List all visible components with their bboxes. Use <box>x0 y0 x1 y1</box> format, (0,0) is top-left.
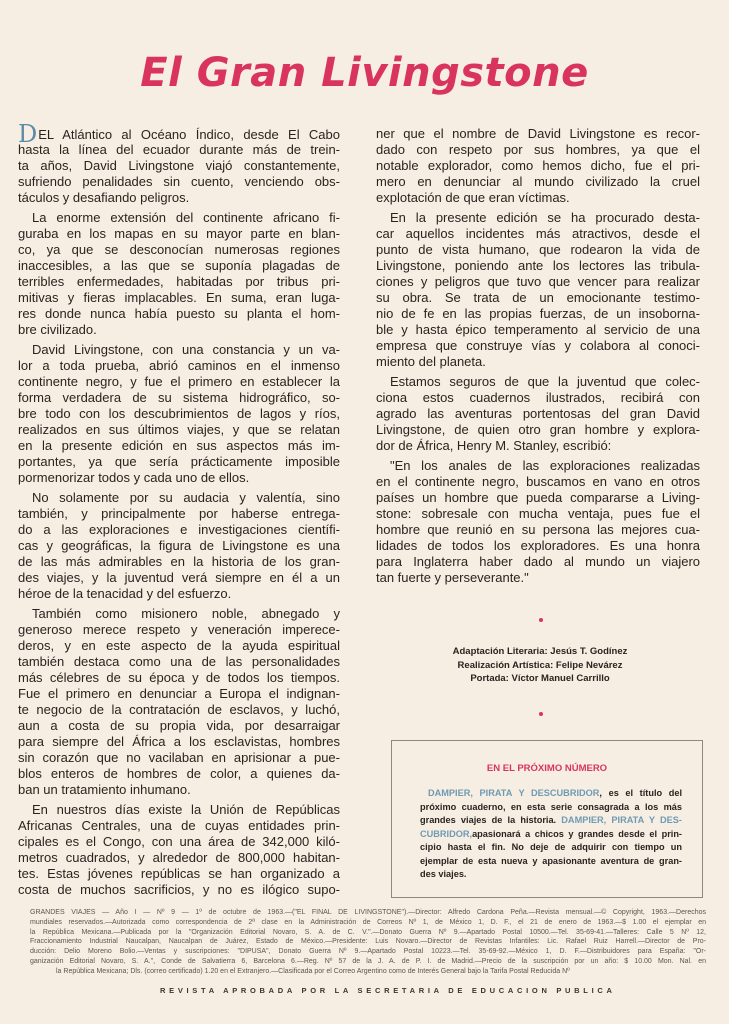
text-line: dado con respeto por sus hombres, ya que el <box>376 142 700 157</box>
paragraph <box>18 210 340 338</box>
text-line: do a las exploraciones e investigaciones científi- <box>18 522 340 537</box>
text-line: lidades de todos los exploradores. Es una honra <box>376 538 700 553</box>
text-segment: ejemplar de esta nueva y apasionante aventura de gran- <box>420 855 682 866</box>
imprint-line: ducción: Delio Moreno Bolio.—Ventas y suscripciones: "DIPUSA", Donato Guerra Nº 9.—Apartado Postal 10223.—Tel. 35-69-92.—México 1, D. F.—Distribuidores para España: "Or- <box>30 948 706 956</box>
text-line: ciones y peligros que tuvo que vencer para realizar <box>376 274 700 289</box>
text-line: forma verdadera de su sistema hidrográfico, so- <box>18 390 340 405</box>
text-line: miento del planeta. <box>376 354 486 369</box>
text-line: sin corazón que no vacilaban en aprisionar a pue- <box>18 750 340 765</box>
text-line: tan fuerte y perseverante." <box>376 570 529 585</box>
text-line: guraba en los mapas en su mayor parte en blan- <box>18 226 340 241</box>
text-line: lor a toda prueba, abrió caminos en el inmenso <box>18 358 340 373</box>
text-line: des viajes, y la juventud verá siempre en él a un <box>18 570 340 585</box>
text-line: También como misionero noble, abnegado y <box>32 606 340 621</box>
text-line: agrado las aventuras portentosas del gran David <box>376 406 700 421</box>
credit-adaptation: Adaptación Literaria: Jesús T. Godínez <box>452 646 628 657</box>
next-title-highlight: CUBRIDOR, <box>420 828 473 839</box>
text-line: inaccesibles, a las que se suponía plagadas de <box>18 258 340 273</box>
text-line: notable explorador, como hemos dicho, fue el pri- <box>376 158 700 173</box>
text-line: pormenorizar todos y cada uno de ellos. <box>18 470 250 485</box>
text-line: ner que el nombre de David Livingstone es recor- <box>376 126 700 141</box>
text-line: metros cuadrados, y alrededor de 800,000 habitan- <box>18 850 340 865</box>
text-segment: apasionará a chicos y grandes desde el prin- <box>472 828 682 839</box>
text-line: punto de vista humano, que rodearon la vida de <box>376 242 700 257</box>
credits <box>420 645 660 686</box>
text-line: su obra. Se trata de un emocionante testimo- <box>376 290 700 305</box>
next-issue-line <box>420 787 682 801</box>
next-issue-text <box>420 787 682 882</box>
next-issue-line <box>420 855 682 869</box>
next-issue-line <box>420 828 682 842</box>
text-line: ta años, David Livingstone viajó constantemente, <box>18 158 340 173</box>
text-line: también destaca como una de las personalidades <box>18 654 340 669</box>
next-issue-line <box>420 841 682 855</box>
text-line: más célebres de su época y de todos los tiempos. <box>18 670 340 685</box>
next-title-highlight: DAMPIER, PIRATA Y DESCUBRIDOR <box>428 788 600 798</box>
text-line: La enorme extensión del continente africano fi- <box>32 210 340 225</box>
approval-notice: REVISTA APROBADA POR LA SECRETARIA DE EDUCACION PUBLICA <box>160 986 616 995</box>
credit-art: Realización Artística: Felipe Nevárez <box>457 659 623 671</box>
text-line: táculos y desafiando peligros. <box>18 190 190 205</box>
text-line: blos enteros de hombres de color, a quienes da- <box>18 766 340 781</box>
imprint <box>30 908 706 977</box>
text-line: empresa que construye vías y colabora al conoci- <box>376 338 700 353</box>
left-column <box>18 120 340 902</box>
text-line: cipales es el Congo, con una área de 342,000 kiló- <box>18 834 340 849</box>
text-line: explotación de que eran víctimas. <box>376 190 570 205</box>
text-line: cas y geográficas, la figura de Livingstone es una <box>18 538 340 553</box>
text-line: En nuestros días existe la Unión de Repúblicas <box>32 802 340 817</box>
next-issue-line <box>420 801 682 815</box>
text-line: tes. Estas jóvenes repúblicas se han organizado a <box>18 866 340 881</box>
text-line: para Inglaterra haber dado al mundo un viajero <box>376 554 700 569</box>
text-line: deros, y en este aspecto de la ayuda espiritual <box>18 638 340 653</box>
paragraph <box>376 210 700 370</box>
text-line: nio de fe en las propias fuerzas, de un insoborna- <box>376 306 700 321</box>
text-line: costa de muchos sacrificios, y no es ilógico supo- <box>18 882 340 897</box>
paragraph <box>18 606 340 798</box>
paragraph <box>376 126 700 206</box>
text-line: países un hombre que pueda compararse a Living- <box>376 490 700 505</box>
text-line: bre civilizado. <box>18 322 97 337</box>
page-title: El Gran Livingstone <box>140 50 589 96</box>
right-column <box>376 126 700 590</box>
paragraph <box>376 458 700 586</box>
imprint-line: la República Mexicana; Dls. (correo certificado) 1.20 en el Extranjero.—Clasificada por el Correo Argentino como de Interés General bajo la Tarifa Postal Reducida Nº <box>56 967 570 975</box>
text-line-rest: EL Atlántico al Océano Índico, desde El Cabo <box>38 127 340 142</box>
text-line: para siempre del África a los esclavistas, hombres <box>18 734 340 749</box>
text-line: de las más admirables en la historia de los gran- <box>18 554 340 569</box>
drop-cap: D <box>18 120 38 148</box>
next-issue-line <box>420 868 682 882</box>
imprint-line: GRANDES VIAJES — Año I — Nº 9 — 1º de octubre de 1963.—("EL FINAL DE LIVINGSTONE").—Director: Alfredo Cardona Peña.—Revista mensual.—© Copyright, 1963.—Derechos <box>30 909 706 916</box>
text-line: en la presente edición en sus aspectos más im- <box>18 438 340 453</box>
imprint-line: Fraccionamiento Industrial Naucalpan, Naucalpan de Juárez, Estado de México.—Presidente: Luis Novaro.—Director de Revistas Infantiles: Lic. Rafael Ruiz Harrell.—Director de Pro- <box>30 938 706 946</box>
text-line: aun a costa de su propia vida, por desarraigar <box>18 718 340 733</box>
text-line: bre todo con los descubrimientos de lagos y ríos, <box>18 406 340 421</box>
ornament-dot <box>539 712 543 716</box>
text-segment: grandes viajes de la historia. <box>420 815 562 825</box>
text-line: Africanas Centrales, una de cuyas entidades prin- <box>18 818 340 833</box>
text-line: héroe de la tenacidad y del esfuerzo. <box>18 586 232 601</box>
next-issue-line <box>420 814 682 828</box>
text-line: también, y principalmente por haberse entrega- <box>18 506 340 521</box>
text-segment: cipio hasta el fin. No deje de adquirir con tiempo un <box>420 842 682 852</box>
text-line: continente negro, y fue el primero en establecer la <box>18 374 340 389</box>
text-line: En la presente edición se ha procurado desta- <box>390 210 700 225</box>
text-segment: des viajes. <box>420 869 467 879</box>
text-line: mitivas y fieras implacables. En suma, eran luga- <box>18 290 340 305</box>
paragraph <box>376 374 700 454</box>
text-line: co, ya que se desconocían numerosas regiones <box>18 242 340 257</box>
text-line: terribles enfermedades, habitadas por tribus pri- <box>18 274 340 289</box>
text-line: "En los anales de las exploraciones realizadas <box>390 458 700 473</box>
text-line: portantes, ya que sería prácticamente imposible <box>18 454 340 469</box>
text-line: te negocio de la contratación de esclavos, y luchó, <box>18 702 340 717</box>
text-line: Fue el primero en denunciar a Europa el indignan- <box>18 686 340 701</box>
paragraph <box>18 342 340 486</box>
credit-cover: Portada: Víctor Manuel Carrillo <box>470 673 610 684</box>
text-line: ciona estos cuadernos ilustrados, recibirá con <box>376 390 700 405</box>
imprint-line: la República Mexicana.—Publicada por la "Organización Editorial Novaro, S. A. de C. V.".—Donato Guerra Nº 9.—Apartado Postal 10500.—Tel. 35-69-41.—Talleres: Calle 5 Nº 12, <box>30 928 706 936</box>
imprint-line: ganización Editorial Novaro, S. A.", Conde de Salvatierra 6, Barcelona 6.—Reg. Nº 57 de la J. A. de P. I. de Madrid.—Precio de la suscripción por un año: $ 10.00 Mon. Nal. en <box>30 957 706 965</box>
text-line: hombre que reunió en su persona las mejores cua- <box>376 522 700 537</box>
text-line: stone: sobresale con mucha ventaja, pues fue el <box>376 506 700 521</box>
text-line: car aquellos incidentes más atractivos, desde el <box>376 226 700 241</box>
text-line: en el continente negro, buscamos en vano en otros <box>376 474 700 489</box>
text-line <box>18 120 340 148</box>
text-line: No solamente por su audacia y valentía, sino <box>32 490 340 505</box>
ornament-dot <box>539 618 543 622</box>
paragraph <box>18 120 340 206</box>
text-segment: próximo cuaderno, en esta serie consagrada a los más <box>420 801 682 812</box>
text-line: mero en denunciar al mundo civilizado la cruel <box>376 174 700 189</box>
text-line: ble y hasta épico temperamento al servicio de una <box>376 322 700 337</box>
text-line: res donde nunca había puesto su planta el hom- <box>18 306 340 321</box>
text-line: realizados en sus últimos viajes, y que se relatan <box>18 422 340 437</box>
text-line: Livingstone, poniendo ante los lectores las tribula- <box>376 258 700 273</box>
text-segment: , es el título del <box>599 788 682 798</box>
text-line: dor de África, Henry M. Stanley, escribió: <box>376 438 612 453</box>
paragraph <box>18 490 340 602</box>
paragraph <box>18 802 340 898</box>
text-line: hasta la línea del ecuador durante más de trein- <box>18 142 340 157</box>
text-line: Livingstone, de quien otro gran hombre y explora- <box>376 422 700 437</box>
next-issue-box <box>391 740 703 898</box>
text-line: sufriendo penalidades sin cuento, venciendo obs- <box>18 174 340 189</box>
next-issue-heading: EN EL PRÓXIMO NÚMERO <box>486 763 608 774</box>
imprint-line: mundiales reservados.—Autorizada como correspondencia de 2ª clase en la Administración de Correos Nº 1, de México 1, D. F., el 21 de enero de 1963.—$ 1.00 el ejemplar en <box>30 918 706 926</box>
text-line: generoso merece respeto y veneración imperece- <box>18 622 340 637</box>
text-line: David Livingstone, con una constancia y un va- <box>32 342 340 357</box>
next-title-highlight: DAMPIER, PIRATA Y DES- <box>561 815 682 825</box>
text-line: Estamos seguros de que la juventud que colec- <box>390 374 700 389</box>
text-line: ban un tratamiento inhumano. <box>18 782 191 797</box>
